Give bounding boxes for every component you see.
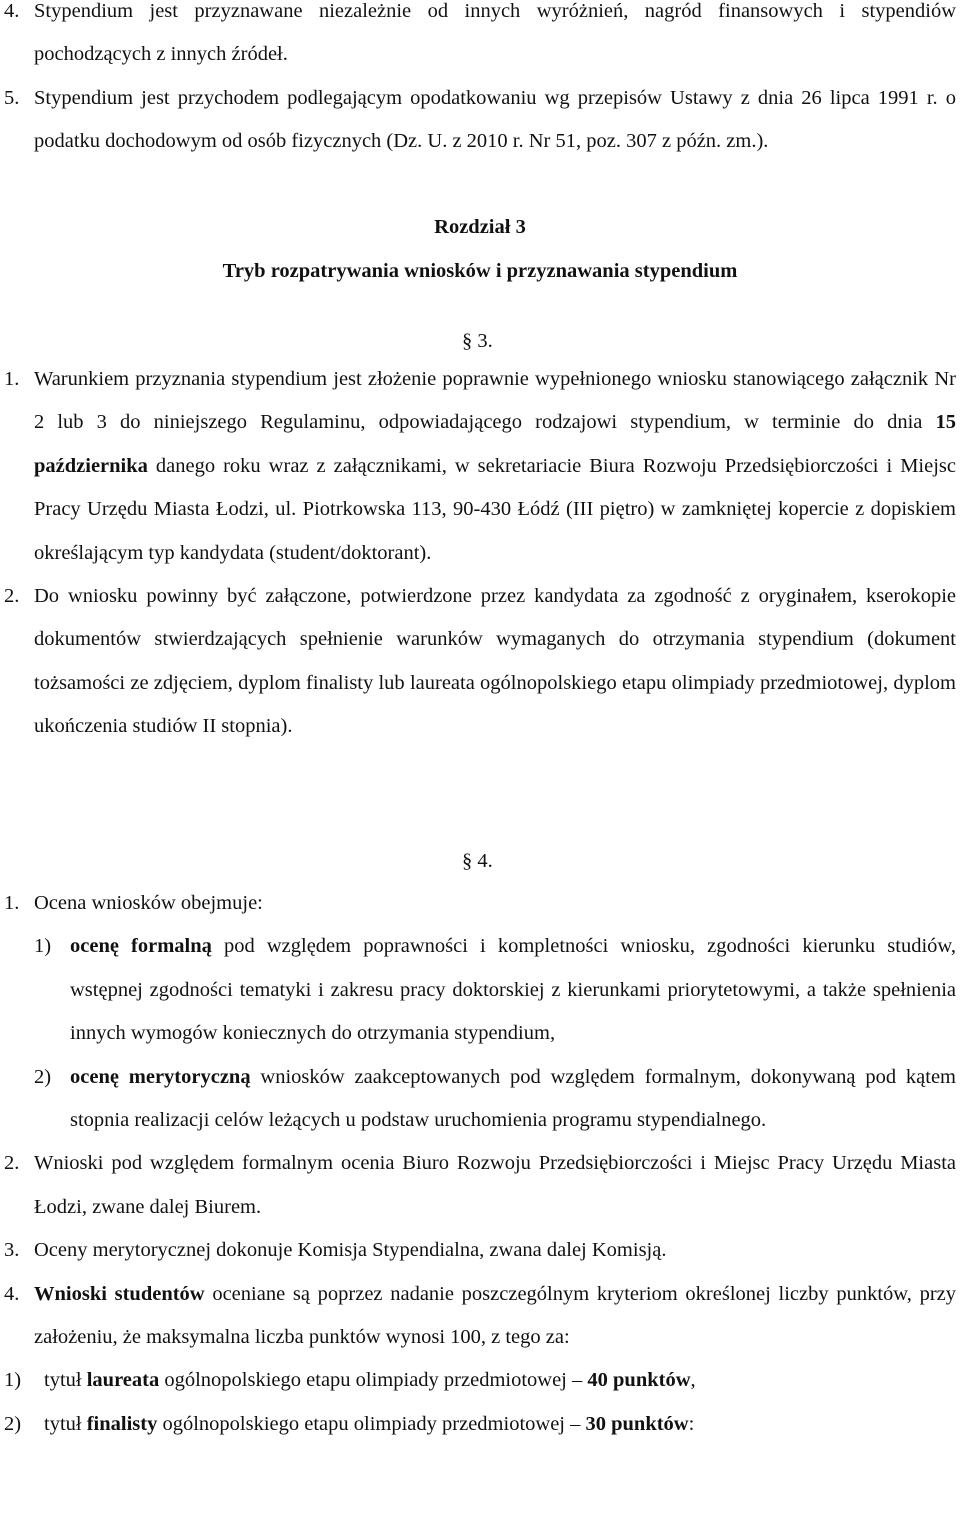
points-text: : (688, 1412, 695, 1435)
sub-item (0, 1056, 956, 1143)
item-text: Wnioski pod względem formalnym ocenia Biuro Rozwoju Przedsiębiorczości i Miejsc Pracy Urzędu Miasta Łodzi, zwane dalej Biurem. (34, 1152, 956, 1218)
top-items (0, 0, 956, 164)
points-text: , (690, 1369, 696, 1392)
sub-item-number: 2) (34, 1065, 52, 1088)
item-number: 1. (4, 892, 20, 914)
item-text: Stypendium jest przychodem podlegającym opodatkowaniu wg przepisów Ustawy z dnia 26 lipca 1991 r. o podatku dochodowym od osób fizycznych (Dz. U. z 2010 r. Nr 51, poz. 307 z późn. zm.). (34, 86, 956, 153)
finalist-title: finalisty (86, 1412, 158, 1435)
sub-item (0, 925, 956, 1055)
chapter-title: Rozdział 3 (434, 216, 526, 238)
points-text: ogólnopolskiego etapu olimpiady przedmiotowej – (159, 1369, 588, 1392)
list-item (0, 1229, 956, 1272)
points-number: 1) (4, 1369, 22, 1392)
finalist-points: 30 punktów (585, 1412, 689, 1435)
item-text: Do wniosku powinny być załączone, potwierdzone przez kandydata za zgodność z oryginałem, kserokopie dokumentów stwierdzających spełnienie warunków wymaganych do otrzymania stypendium (dokument tożsamości ze zdjęciem, dyplom finalisty lub laureata ogólnopolskiego etapu olimpiady przedmiotowej, dyplom ukończenia studiów II stopnia). (34, 585, 956, 738)
item-text: oceniane są poprzez nadanie poszczególnym kryteriom określonej liczby punktów, przy założeniu, że maksymalna liczba punktów wynosi 100, z tego za: (34, 1282, 956, 1349)
list-item (0, 575, 956, 749)
points-item (0, 1403, 956, 1446)
sub-item-number: 1) (34, 935, 52, 958)
item-text: danego roku wraz z załącznikami, w sekretariacie Biura Rozwoju Przedsiębiorczości i Miejsc Pracy Urzędu Miasta Łodzi, ul. Piotrkowska 113, 90-430 Łódź (III piętro) w zamkniętej kopercie z dopiskiem określającym typ kandydata (student/doktorant). (34, 454, 956, 564)
deadline-date: 15 października (34, 411, 956, 477)
formal-assessment: ocenę formalną (70, 935, 212, 958)
item-number: 2. (4, 1152, 20, 1175)
points-text: ogólnopolskiego etapu olimpiady przedmiotowej – (157, 1412, 586, 1435)
section-sign-4: § 4. (462, 850, 493, 872)
item-number: 2. (4, 585, 20, 608)
item-number: 3. (4, 1239, 20, 1262)
merit-assessment: ocenę merytoryczną (70, 1065, 251, 1088)
list-item (0, 1273, 956, 1360)
student-applications: Wnioski studentów (34, 1282, 205, 1305)
sub-item-text: pod względem poprawności i kompletności wniosku, zgodności kierunku studiów, wstępnej zgodności tematyki i zakresu pracy doktorskiej z kierunkami priorytetowymi, a także spełnienia innych wymogów koniecznych do otrzymania stypendium, (70, 935, 957, 1045)
section-sign-3: § 3. (462, 330, 493, 352)
item-number: 4. (4, 0, 20, 22)
item-number: 4. (4, 1282, 20, 1305)
points-text: tytuł (44, 1412, 87, 1435)
laureate-points: 40 punktów (587, 1369, 691, 1392)
item-number: 5. (4, 86, 20, 109)
item-text: Oceny merytorycznej dokonuje Komisja Stypendialna, zwana dalej Komisją. (34, 1239, 667, 1262)
list-item (0, 0, 956, 77)
points-item (0, 1359, 956, 1402)
item-number: 1. (4, 368, 20, 390)
section-4-body (0, 882, 956, 1446)
item-text: Stypendium jest przyznawane niezależnie od innych wyróżnień, nagród finansowych i stypendiów pochodzących z innych źródeł. (34, 0, 956, 66)
list-item (0, 882, 956, 925)
list-item (0, 358, 956, 575)
laureate-title: laureata (86, 1369, 160, 1392)
list-item (0, 77, 956, 164)
points-number: 2) (4, 1412, 22, 1435)
chapter-subtitle: Tryb rozpatrywania wniosków i przyznawania stypendium (222, 260, 738, 282)
sub-item-text: wniosków zaakceptowanych pod względem formalnym, dokonywaną pod kątem stopnia realizacji celów leżących u podstaw uruchomienia programu stypendialnego. (70, 1065, 956, 1132)
item-text: Ocena wniosków obejmuje: (34, 892, 263, 914)
points-text: tytuł (44, 1369, 87, 1392)
item-text: Warunkiem przyznania stypendium jest złożenie poprawnie wypełnionego wniosku stanowiącego załącznik Nr 2 lub 3 do niniejszego Regulaminu, odpowiadającego rodzajowi stypendium, w terminie do dnia (34, 368, 956, 434)
list-item (0, 1142, 956, 1229)
section-3-body (0, 358, 956, 749)
